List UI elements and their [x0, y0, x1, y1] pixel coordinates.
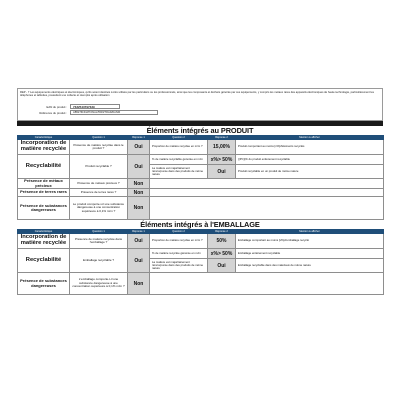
answer-cell[interactable]: Non — [128, 197, 150, 220]
answer-cell[interactable]: Non — [128, 189, 150, 197]
criterion-label: Présence de substances dangereuses — [18, 197, 70, 220]
column-header: Question 2 — [150, 230, 208, 234]
sub-question-text: La matière est majoritairement réincorporée dans des produits de même nature — [150, 259, 208, 273]
ean-label: EAN du produit : — [46, 104, 67, 109]
question-text: Le produit comporte-t-il une substance dangereuse à une concentration supérieure à 0,1% m/m ? — [70, 197, 128, 220]
product-section-title: Éléments intégrés au PRODUIT — [146, 126, 254, 135]
mention-text: Produit recyclable en un produit de même nature — [236, 165, 384, 179]
eco-info-sheet — [17, 88, 383, 319]
mention-text: Emballage entièrement recyclable — [236, 249, 384, 259]
sub-question-text: La matière est majoritairement réincorporée dans des produits de même nature — [150, 165, 208, 179]
sub-question-text: % de matière recyclée générée en m/m — [150, 249, 208, 259]
sub-answer-cell[interactable]: Oui — [208, 165, 236, 179]
criterion-label: Recyclabilité — [18, 249, 70, 273]
sub-question-text: Proportion de matière recyclée en m/m ? — [150, 234, 208, 249]
answer-cell[interactable]: Non — [128, 179, 150, 189]
criterion-label: Incorporation de matière recyclée — [18, 140, 70, 155]
table-row — [18, 179, 384, 189]
column-header: Caractéristique — [18, 136, 70, 140]
column-header: Réponse 1 — [128, 136, 150, 140]
question-text: Emballage recyclable ? — [70, 249, 128, 273]
criterion-label: Présence de métaux précieux — [18, 179, 70, 189]
column-header: Mention à afficher — [236, 230, 384, 234]
question-text: Présence de matière recyclée dans le produit ? — [70, 140, 128, 155]
column-header: Réponse 2 — [208, 136, 236, 140]
answer-cell[interactable]: Oui — [128, 234, 150, 249]
table-row — [18, 273, 384, 295]
ean-field[interactable]: 7332543797339 — [70, 104, 120, 109]
ref-row — [20, 110, 158, 115]
product-table — [17, 135, 384, 220]
column-header: Question 1 — [70, 230, 128, 234]
question-text: Présence de matière recyclée dans l'emballage ? — [70, 234, 128, 249]
table-row — [18, 140, 384, 155]
column-header: Mention à afficher — [236, 136, 384, 140]
empty-cell — [150, 273, 384, 295]
table-row — [18, 234, 384, 249]
criterion-label: Présence de substances dangereuses — [18, 273, 70, 295]
sheet-header — [17, 88, 383, 121]
column-header: Question 2 — [150, 136, 208, 140]
table-row — [18, 189, 384, 197]
header-note: REP - 7 Les équipements électriques et électroniques, qu'ils soient destinés à être utilisés par les particuliers ou les professionnels, ainsi que les composants et déchets générés par ces équipements, y compris les métaux rares des appareils électroniques de haute technologie, particulièrement les téléphones et tablettes, possèdent une collecte et réemploi après utilisation — [20, 91, 374, 98]
sub-question-text: Proportion de matière recyclée en m/m ? — [150, 140, 208, 155]
mention-text: Emballage comportant au moins [x%]d'emballage recyclé — [236, 234, 384, 249]
table-row — [18, 249, 384, 259]
mention-text: [(PC)]% du produit entièrement recyclable — [236, 155, 384, 165]
column-header: Réponse 2 — [208, 230, 236, 234]
table-row — [18, 155, 384, 165]
sub-answer-cell[interactable]: Oui — [208, 259, 236, 273]
mention-text: Produit comportant au moins [x%]d'éléments recyclés — [236, 140, 384, 155]
question-text: Présence de terres rares ? — [70, 189, 128, 197]
question-text: L'emballage comporte-t-il une substance dangereuse à une concentration supérieure à 0,1% m/m ? — [70, 273, 128, 295]
packaging-section-title: Éléments intégrés à l'EMBALLAGE — [140, 220, 260, 229]
ref-label: Référence du produit : — [39, 110, 67, 115]
column-header: Réponse 1 — [128, 230, 150, 234]
sub-answer-cell[interactable]: 15,00% — [208, 140, 236, 155]
empty-cell — [150, 189, 384, 197]
answer-cell[interactable]: Non — [128, 273, 150, 295]
criterion-label: Présence de terres rares — [18, 189, 70, 197]
packaging-table — [17, 229, 384, 295]
question-text: Produit recyclable ? — [70, 155, 128, 179]
sub-question-text: % de matière recyclable générée en m/m — [150, 155, 208, 165]
column-header: Caractéristique — [18, 230, 70, 234]
answer-cell[interactable]: Oui — [128, 140, 150, 155]
sub-answer-cell[interactable]: x%> 50% — [208, 249, 236, 259]
sub-answer-cell[interactable]: x%> 50% — [208, 155, 236, 165]
question-text: Présence de métaux précieux ? — [70, 179, 128, 189]
ref-field[interactable]: AB5276F/NATIONAL/5503/TRAD/DASIR — [70, 110, 158, 115]
table-row — [18, 197, 384, 220]
sub-answer-cell[interactable]: 50% — [208, 234, 236, 249]
answer-cell[interactable]: Oui — [128, 249, 150, 273]
column-header: Question 1 — [70, 136, 128, 140]
criterion-label: Incorporation de matière recyclée — [18, 234, 70, 249]
criterion-label: Recyclabilité — [18, 155, 70, 179]
empty-cell — [150, 179, 384, 189]
mention-text: Emballage recyclable dans des matériaux de même nature — [236, 259, 384, 273]
empty-cell — [150, 197, 384, 220]
ean-row — [20, 104, 120, 109]
answer-cell[interactable]: Oui — [128, 155, 150, 179]
